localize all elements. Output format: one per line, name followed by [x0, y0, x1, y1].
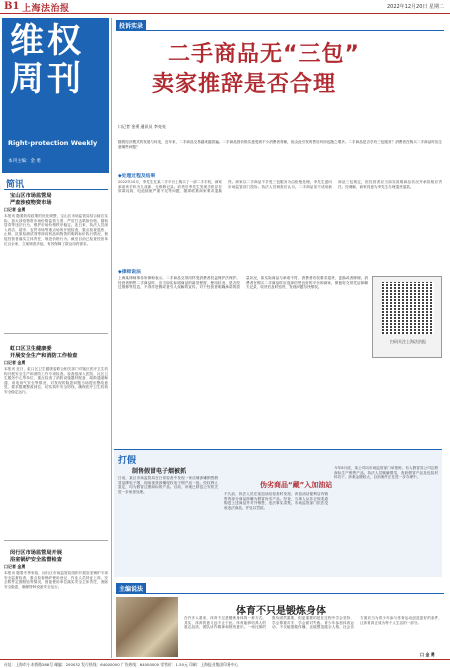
essay-signature: 口 金 勇: [420, 652, 435, 657]
brief-item-1-body: 本报讯 随着防疫政策的优化调整，宝山区市场监管局结合辖区实际，加大涉疫物资市场价格监管力度，严厉打击哄抬价格、囤积居奇等违法行为，维护市场价格秩序稳定。连日来，执法人员深入药店、超市、农贸市场等重点场所开展检查，重点检查退热、止咳、抗原检测试剂等涉疫药品和物资的明码标价执行情况，督促经营者落实主体责任，规范价格行为。截至目前已检查经营单位百余家，立案调查多起，有效保障了群众用药需求。: [4, 214, 108, 246]
column-divider: [111, 18, 112, 658]
anti-counterfeit-story1-title: 制售假冒电子烟被抓: [132, 468, 187, 475]
author-photo: [116, 597, 178, 657]
brief-item-2-editor: 口记者 金勇: [4, 360, 26, 365]
essay-rule: [116, 593, 444, 594]
brief-divider-3: [4, 540, 108, 541]
page-header: [0, 0, 450, 14]
page-code: B1: [4, 1, 20, 12]
qr-caption: 扫码关注上海法治报: [390, 339, 426, 344]
feature-headline-line2: 卖家推辞是否合理: [152, 72, 337, 97]
anti-counterfeit-rule: [114, 449, 442, 450]
feature-intro: 随着经济模式的发展与转变，近年来，二手商品交易越来越普遍。二手商品因价格实惠受到不少消费者青睐，但由此引发的售后纠纷也随之增多。二手商品是否享有三包服务？消费者在购买二手商品时应注意哪些问题？: [118, 140, 442, 149]
feature-headline-line1: 二手商品无“三包”: [168, 42, 360, 67]
brief-item-3-body: 本报讯 随着冬季来临，闵行区市场监管局组织开展浴室锅炉专项安全监督检查，重点检查锅炉使用登记、作业人员持证上岗、安全附件定期校验等情况，督促使用单位落实安全主体责任，消除安全隐患，确保特种设备安全运行。: [4, 571, 108, 589]
section-title-block: [2, 18, 109, 173]
anti-counterfeit-tag: 打假: [118, 456, 137, 466]
issue-date: 2022年12月20日 星期二: [386, 4, 444, 10]
section-title-line2: 周刊: [10, 59, 84, 99]
section-subtitle: Right-protection Weekly: [8, 139, 98, 147]
essay-title: 体育不只是锻炼身体: [236, 606, 326, 617]
brief-item-1-title: 宝山区市场监管局 严查涉疫物资市场: [10, 193, 52, 206]
qr-code-box: [372, 276, 442, 358]
anti-counterfeit-story1-body: 日前，某区市场监管局在日常检查中发现一家店铺涉嫌销售假冒品牌电子烟，现场查获涉嫌侵权电子烟产品一批。经权利人鉴定，均为假冒注册商标的产品。目前，该案已移送公安机关进一步侦查处理。: [118, 476, 218, 494]
section-lawyer-title: ◆律师说法: [118, 270, 141, 275]
brief-item-3-title: 闵行区市场监管局开展 浴室锅炉安全监督检查: [10, 550, 62, 563]
brief-item-3-editor: 口记者 金勇: [4, 564, 26, 569]
brief-header: 简讯: [6, 180, 25, 190]
section-editor: 本刊主编：金 勇: [8, 159, 41, 164]
section-title-line1: 维权: [10, 21, 84, 61]
section-process-title: ◆处理过程及结果: [118, 174, 156, 179]
anti-counterfeit-story2-body: 不久前，执法人员在某加油站检查时发现，该加油站便利店内销售的部分商品涉嫌为假冒伪劣产品。经查，当事人从非正规渠道购进上述商品并对外销售，违法事实清楚。市场监管部门依法没收违法商品，并处以罚款。: [224, 492, 328, 510]
feature-tag: 投诉实录: [116, 20, 146, 31]
brief-item-1-editor: 口记者 金勇: [4, 207, 26, 212]
essay-body: 在许多人看来，体育不过是锻炼身体的一种方式。其实，体育的意义远不止于此。体育能够培养人的意志品质、团队协作精神和规则意识。一场比赛的胜负固然重要，但更重要的是在过程中学会坚持、学会尊重对手、学会面对失败。青少年参加体育运动，不仅能强健体魄，还能塑造健全人格。社会各方面应当为青少年参与体育运动创造更好的条件，让体育真正成为每个人生活的一部分。: [184, 616, 442, 630]
newspaper-masthead: 上海法治报: [22, 4, 70, 14]
anti-counterfeit-story3-body: 今年8月底，某公司向市场监管部门举报称，有人假冒其公司注册商标生产销售产品。执法人员顺藤摸瓜，查获假冒产品及包装材料若干，涉案金额较大，目前案件正在进一步办理中。: [334, 466, 438, 480]
essay-tag: 主编说法: [116, 583, 146, 594]
section-process-body: 2022年10月，李先生在某二手平台上购买了一部二手手机，商家承诺该手机为九成新、无维修记录。收货后李先生发现手机存在屏幕闪烁、电池续航严重不足等问题，随即联系商家要求退换货。商家以二手商品不享受三包服务为由拒绝处理。李先生遂向市场监管部门投诉。执法人员调查后认为，二手商品虽不适用新商品三包规定，但经营者应当如实说明商品状况并承担相应责任。经调解，商家同意为李先生办理退货退款。: [118, 180, 442, 194]
brief-item-2-title: 虹口区卫生健康委 开展安全生产和消防工作检查: [10, 346, 78, 359]
page-footer: 社址：上海市小木桥路268号 邮编：200032 发行热线：64000000 广告热线：64000000 零售价：1.50元 印刷：上海报业集团印务中心: [0, 659, 450, 668]
brief-item-2-body: 本报讯 近日，虹口区卫生健康委联合相关部门对辖区医疗卫生机构开展安全生产和消防工作专项检查。检查组深入医院、社区卫生服务中心等单位，重点检查了消防设施器材配备、疏散通道畅通、用电用气安全等情况，对发现的隐患问题当场提出整改意见，要求限期整改到位，切实筑牢安全防线，确保医疗卫生机构安全稳定运行。: [4, 367, 108, 394]
brief-divider: [4, 189, 108, 190]
feature-byline: 口记者 金勇 通讯员 李亮亮: [118, 124, 166, 129]
section-lawyer-body: 上海某律师事务所律师表示，二手商品交易同样受消费者权益保护法保护。经营者销售二手商品时，应当如实标明商品的新旧程度、使用状况、是否经过维修等信息，不得作虚假或者引人误解的宣传。对于经营者明确承诺的质量状况，如实际商品与承诺不符，消费者有权要求退货、更换或者修理。消费者在购买二手商品时应选择信誉良好的平台和商家，保留好交易凭证和聊天记录，收货后及时验货，发现问题尽快维权。: [118, 276, 368, 290]
qr-code-image[interactable]: [382, 282, 434, 334]
brief-divider-2: [4, 333, 108, 334]
section-title: [10, 22, 84, 98]
anti-counterfeit-story2-title: 伪劣商品“藏”入加油站: [260, 481, 333, 489]
feature-top-rule: [116, 30, 444, 31]
